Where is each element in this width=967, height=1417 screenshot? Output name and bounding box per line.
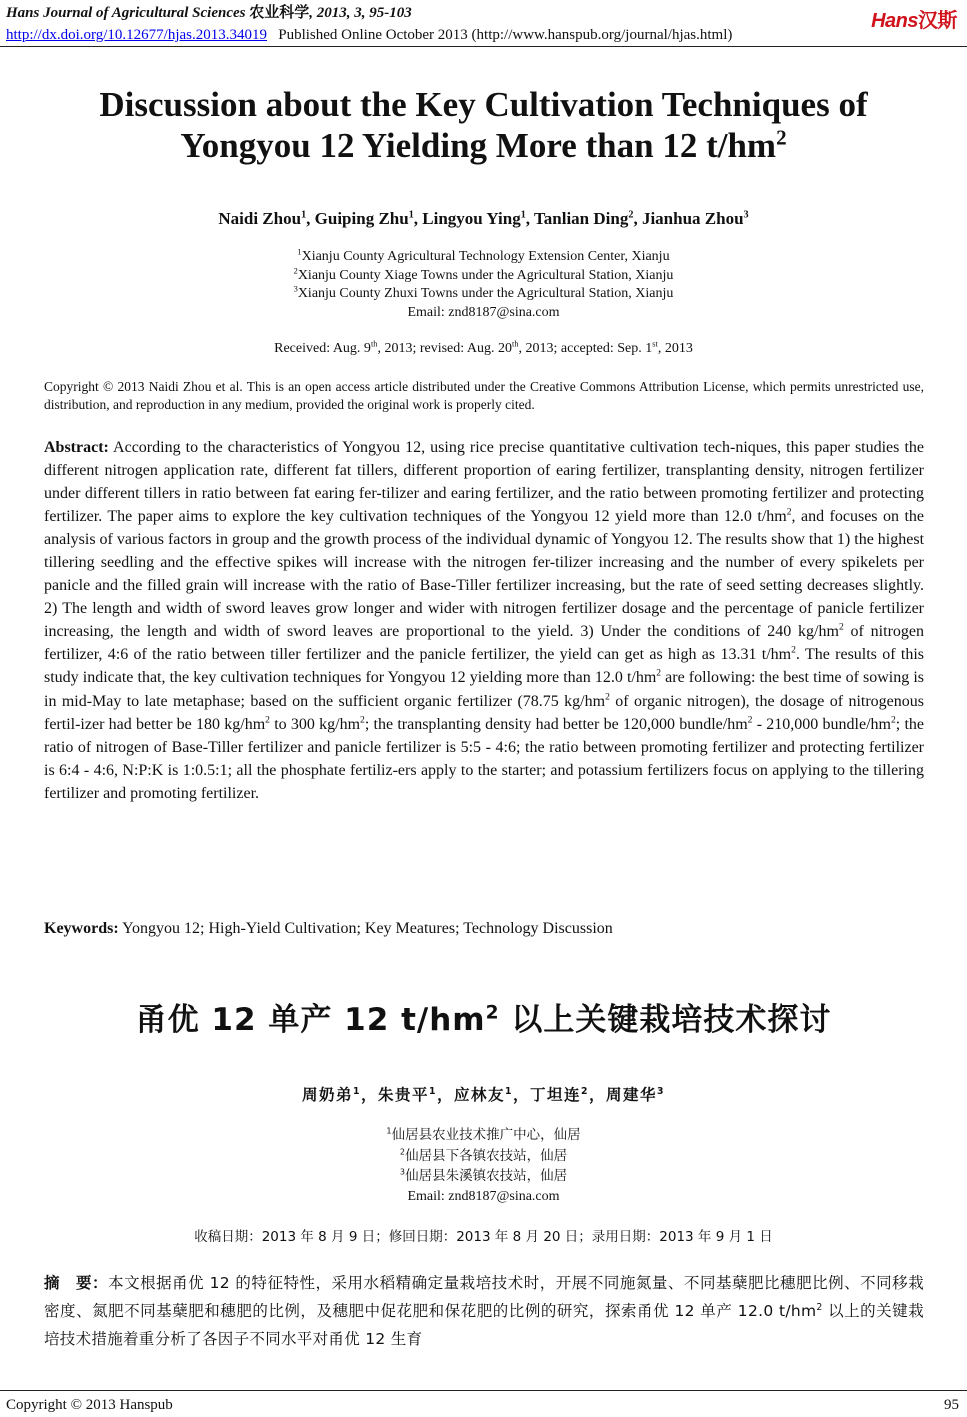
keywords-text: Yongyou 12; High-Yield Cultivation; Key Meatures; Technology Discussion [118, 920, 613, 937]
title-line-2-text: Yongyou 12 Yielding More than 12 t/hm [180, 126, 777, 165]
hans-logo [871, 4, 957, 33]
cn-abstract-text: 本文根据甬优 12 的特征特性，采用水稻精确定量栽培技术时，开展不同施氮量、不同基蘖肥比穗肥比例、不同移栽密度、氮肥不同基蘖肥和穗肥的比例，及穗肥中促花肥和保花肥的比例的研究，探索甬优 12 单产 12.0 t/hm [44, 1274, 924, 1320]
cn-author-email: Email: znd8187@sina.com [407, 1188, 560, 1204]
cn-title-sup: 2 [485, 1002, 500, 1024]
author: Lingyou Ying [422, 209, 521, 228]
cn-affiliation-text: 仙居县农业技术推广中心，仙居 [391, 1127, 581, 1143]
page-header [6, 4, 961, 45]
header-divider [0, 46, 967, 47]
author: Tanlian Ding [534, 209, 629, 228]
affiliation-text: Xianju County Xiage Towns under the Agricultural Station, Xianju [297, 267, 674, 283]
cn-author-aff: 1 [352, 1085, 361, 1097]
abstract-text: of organic nitrogen), the dosage of nitrogenous fertil-izer had better be 180 kg/hm [44, 692, 925, 733]
cn-author-aff: 1 [429, 1085, 437, 1097]
cn-paper-title [60, 994, 907, 1039]
journal-line [6, 4, 961, 22]
cn-author: 应林友 [454, 1086, 506, 1104]
revised-date: , 2013; revised: Aug. 20 [377, 341, 512, 356]
copyright-notice: Copyright © 2013 Naidi Zhou et al. This is an open access article distributed under the Creative Commons Attribution License, which permits unrestricted use, distribution, and reproduction in any medium, provided the original work is properly cited. [44, 379, 924, 412]
affiliation-item [40, 267, 927, 286]
published-info: Published Online October 2013 (http://www.hanspub.org/journal/hjas.html) [278, 27, 733, 43]
abstract-label: Abstract: [44, 439, 109, 456]
abstract-text: of nitrogen fertilizer, 4:6 of the ratio between tiller fertilizer and the panicle fertilizer, the yield can get as high as 13.31 t/hm [44, 623, 924, 664]
title-line-2 [60, 125, 907, 166]
keywords [44, 920, 924, 938]
cn-title-tail: 以上关键栽培技术探讨 [499, 1002, 832, 1038]
keywords-label: Keywords: [44, 920, 119, 937]
author-aff: 1 [520, 209, 526, 221]
author: Jianhua Zhou [641, 209, 744, 228]
title-line-1: Discussion about the Key Cultivation Techniques of [99, 85, 868, 124]
affiliation-item [40, 285, 927, 304]
date-sup: th [370, 339, 378, 349]
cn-abstract [44, 1269, 924, 1353]
cn-author-list: 周奶弟$^1$，朱贵平$^1$，应林友$^1$，丁坦连$^2$，周建华$^3$ [301, 1085, 666, 1104]
cn-article-dates: 收稿日期：2013 年 8 月 9 日；修回日期：2013 年 8 月 20 日；录用日期：2013 年 9 月 1 日 [194, 1229, 773, 1245]
cn-affiliation-item [40, 1146, 927, 1167]
affiliation-num: 2 [293, 265, 298, 275]
abstract-text: are following: the best time of sowing is in mid-May to late metaphase; based on the sufficient organic fertilizer (78.75 kg/hm [44, 669, 925, 710]
abstract [44, 436, 924, 805]
abstract-text: , and focuses on the analysis of various factors in group and the growth process of the individual dynamic of Yongyou 12. The results show that 1) the highest tillering seedling and the effective spikes will increase with the nitrogen fer-tilizer increasing and the number of every spikelets per panicle and the filled grain will increase with the ratio of Base-Tiller fertilizer increasing, but the rate of seed setting decreases slightly. 2) The length and width of sword leaves grow longer and wider with nitrogen fertilizer dosage and the percentage of panicle fertilizer increasing, the length and width of sword leaves are proportional to the yield. 3) Under the conditions of 240 kg/hm [44, 508, 925, 641]
accepted-date: , 2013; accepted: Sep. 1 [518, 341, 653, 356]
footer-divider [0, 1390, 967, 1391]
cn-affiliation-item [40, 1166, 927, 1187]
author: Naidi Zhou [218, 209, 302, 228]
page-number: 95 [944, 1397, 959, 1413]
unit-sup: 2 [838, 622, 844, 634]
cn-author: 周奶弟 [301, 1086, 353, 1104]
affiliation-num: 3 [293, 284, 298, 294]
affiliation-text: Xianju County Zhuxi Towns under the Agricultural Station, Xianju [297, 286, 674, 302]
logo-text-cn: 汉斯 [918, 10, 957, 32]
author-aff: 3 [743, 209, 749, 221]
abstract-text: - 210,000 bundle/hm [752, 715, 891, 733]
unit-sup: 2 [786, 506, 792, 518]
unit-sup: 2 [605, 691, 610, 703]
footer-copyright: Copyright © 2013 Hanspub [6, 1397, 173, 1413]
cn-affiliation-num: 1 [386, 1125, 392, 1136]
author-email: Email: znd8187@sina.com [407, 304, 560, 320]
volume-info: , 2013, 3, 95-103 [309, 5, 412, 21]
journal-name-cn: 农业科学 [249, 5, 310, 21]
cn-author-aff: 3 [657, 1085, 666, 1097]
affiliations [40, 248, 927, 322]
doi-line [6, 25, 961, 45]
unit-sup: 2 [656, 668, 662, 680]
paper-title [60, 84, 907, 166]
unit-sup: 2 [747, 714, 753, 726]
affiliation-item [40, 248, 927, 267]
abstract-text: . The results of this study indicate that, the key cultivation techniques for Yongyou 12 yielding more than 12.0 t/hm [44, 646, 924, 687]
doi-link[interactable]: http://dx.doi.org/10.12677/hjas.2013.34019 [6, 27, 267, 43]
date-sup: th [512, 339, 519, 349]
author-aff: 1 [408, 209, 414, 221]
logo-text: Hans [871, 10, 918, 32]
received-date: Received: Aug. 9 [274, 341, 371, 356]
cn-affiliation-text: 仙居县朱溪镇农技站，仙居 [405, 1168, 568, 1184]
author-list: Naidi Zhou$^1$, Guiping Zhu$^1$, Lingyou Ying$^1$, Tanlian Ding$^2$, Jianhua Zhou$^3$ [218, 209, 749, 228]
cn-abstract-tail: 以上的关键栽培技术措施着重分析了各因子不同水平对甬优 12 生育 [44, 1302, 924, 1348]
journal-name: Hans Journal of Agricultural Sciences [6, 5, 246, 21]
cn-affiliations [40, 1125, 927, 1207]
date-tail: , 2013 [657, 341, 693, 356]
cn-abstract-label: 摘 要： [44, 1274, 109, 1292]
unit-sup: 2 [791, 645, 796, 657]
article-dates [40, 341, 927, 357]
cn-author: 周建华 [606, 1086, 658, 1104]
unit-sup: 2 [816, 1301, 823, 1313]
author-aff: 2 [628, 209, 634, 221]
cn-author-aff: 1 [505, 1085, 513, 1097]
author-aff: 1 [301, 209, 307, 221]
cn-author-aff: 2 [581, 1085, 590, 1097]
affiliation-num: 1 [297, 247, 302, 257]
cn-author: 朱贵平 [377, 1086, 429, 1104]
affiliation-text: Xianju County Agricultural Technology Extension Center, Xianju [301, 249, 670, 264]
cn-affiliation-item [40, 1125, 927, 1146]
cn-affiliation-text: 仙居县下各镇农技站，仙居 [405, 1147, 568, 1164]
cn-title-text: 甬优 12 单产 12 t/hm [135, 1002, 486, 1038]
title-sup: 2 [776, 125, 787, 150]
unit-sup: 2 [265, 714, 270, 726]
abstract-text: ; the ratio of nitrogen of Base-Tiller fertilizer and panicle fertilizer is 5:5 - 4:6; the ratio between promoting fertilizer and protecting fertilizer is 6:4 - 4:6, N:P:K is 1:0.5:1; all the phosphate fertiliz-ers apply to the starter; and potassium fertilizers focus on applying to the tillering fertilizer and promoting fertilizer. [44, 715, 925, 802]
cn-affiliation-num: 3 [399, 1166, 406, 1177]
abstract-text: According to the characteristics of Yongyou 12, using rice precise quantitative cultivation tech-niques, this paper studies the different nitrogen application rate, different fat tillers, different proportion of earing fertilizer, transplanting density, nitrogen fertilizer under different tillers in ratio between fat earing fer-tilizer and earing fertilizer, and the ratio between promoting fertilizer and protecting fertilizer. The paper aims to explore the key cultivation techniques of the Yongyou 12 yield more than 12.0 t/hm [44, 439, 924, 526]
unit-sup: 2 [360, 714, 365, 726]
cn-author: 丁坦连 [530, 1086, 582, 1104]
abstract-text: ; the transplanting density had better be 120,000 bundle/hm [364, 715, 748, 733]
abstract-text: to 300 kg/hm [269, 715, 361, 733]
unit-sup: 2 [890, 714, 896, 726]
cn-affiliation-num: 2 [399, 1146, 406, 1156]
date-sup: st [652, 339, 658, 349]
author: Guiping Zhu [314, 209, 409, 228]
